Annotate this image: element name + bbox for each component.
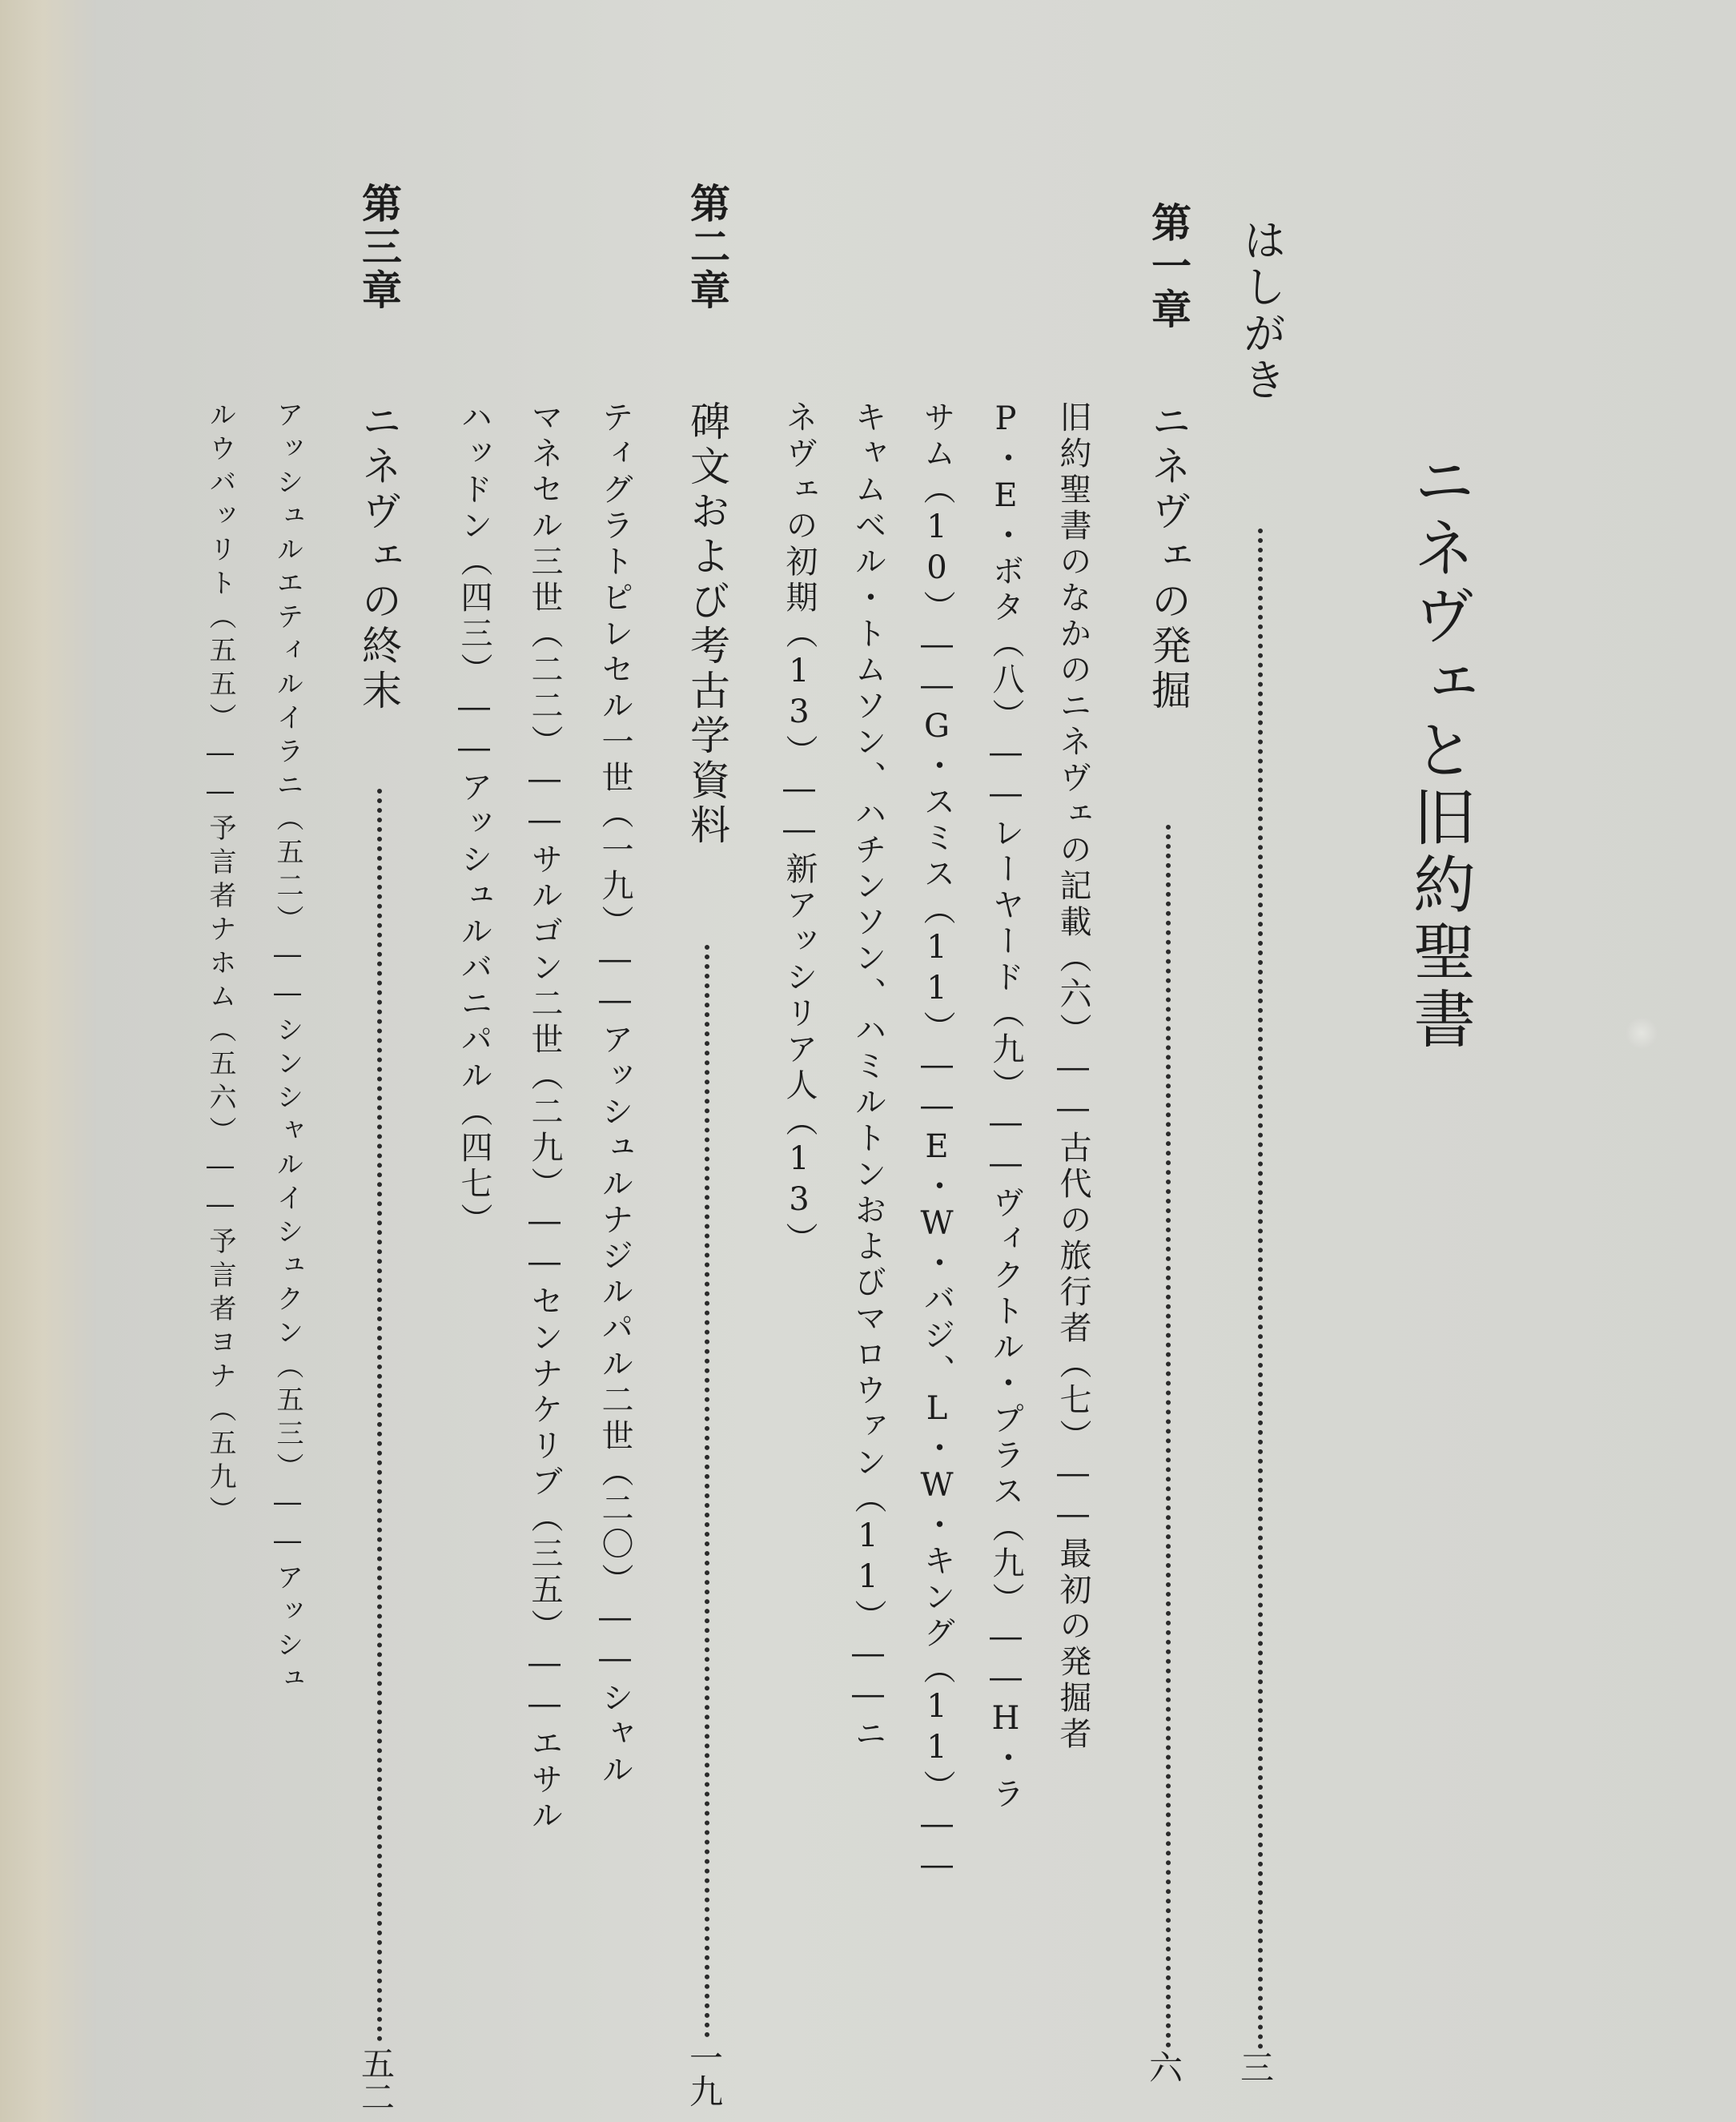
preface-label: はしがき (1236, 218, 1287, 404)
chapter-2-leader (705, 945, 709, 2038)
chapter-1-line-3: サム（10）――G・スミス（11）――E・W・バジ、L・W・キング（11）―― (918, 400, 955, 1887)
chapter-1-line-4: キャムベル・トムソン、ハチンソン、ハミルトンおよびマロウァン（11）――ニ (850, 400, 886, 1753)
chapter-2-line-1: ティグラトピレセル一世（一九）――アッシュルナジルパル二世（二〇）――シャル (597, 400, 633, 1789)
chapter-1-leader (1166, 825, 1171, 2048)
chapter-1-line-2: P・E・ボタ（八）――レーヤード（九）――ヴィクトル・プラス（九）――H・ラ (987, 400, 1024, 1813)
chapter-2-line-3: ハッドン（四三）――アッシュルバニパル（四七） (456, 400, 492, 1239)
chapter-1-label: 第一章 (1145, 202, 1192, 332)
book-title: ニネヴェと旧約聖書 (1403, 448, 1475, 1054)
chapter-1-line-1: 旧約聖書のなかのニネヴェの記載（六）――古代の旅行者（七）――最初の発掘者 (1055, 400, 1091, 1753)
chapter-3-title: ニネヴェの終末 (356, 400, 402, 714)
chapter-1-title: ニネヴェの発掘 (1145, 400, 1191, 714)
chapter-2-page-number: 一九 (685, 2040, 724, 2108)
chapter-1-page-number: 六 (1144, 2050, 1183, 2084)
chapter-3-page-number: 五二 (356, 2046, 396, 2113)
chapter-1-line-5: ネヴェの初期（13）――新アッシリア人（13） (781, 400, 818, 1258)
chapter-3-label: 第三章 (356, 183, 403, 312)
chapter-3-leader (377, 789, 382, 2042)
paper-crease (1625, 1017, 1658, 1049)
chapter-2-line-2: マネセル三世（二二）――サルゴン二世（二九）――センナケリブ（三五）――エサル (526, 400, 563, 1835)
chapter-3-line-1: アッシュルエティルイラニ（五二）――シンシャルイシュクン（五三）――アッシュ (271, 400, 303, 1698)
preface-page-number: 三 (1236, 2050, 1275, 2084)
chapter-2-label: 第二章 (684, 183, 731, 312)
chapter-3-line-2: ルウバッリト（五五）――予言者ナホム（五六）――予言者ヨナ（五九） (204, 400, 236, 1529)
book-spine-shadow (0, 0, 96, 2122)
preface-leader (1258, 528, 1263, 2050)
chapter-2-title: 碑文および考古学資料 (684, 400, 730, 849)
book-page (96, 0, 1736, 2122)
